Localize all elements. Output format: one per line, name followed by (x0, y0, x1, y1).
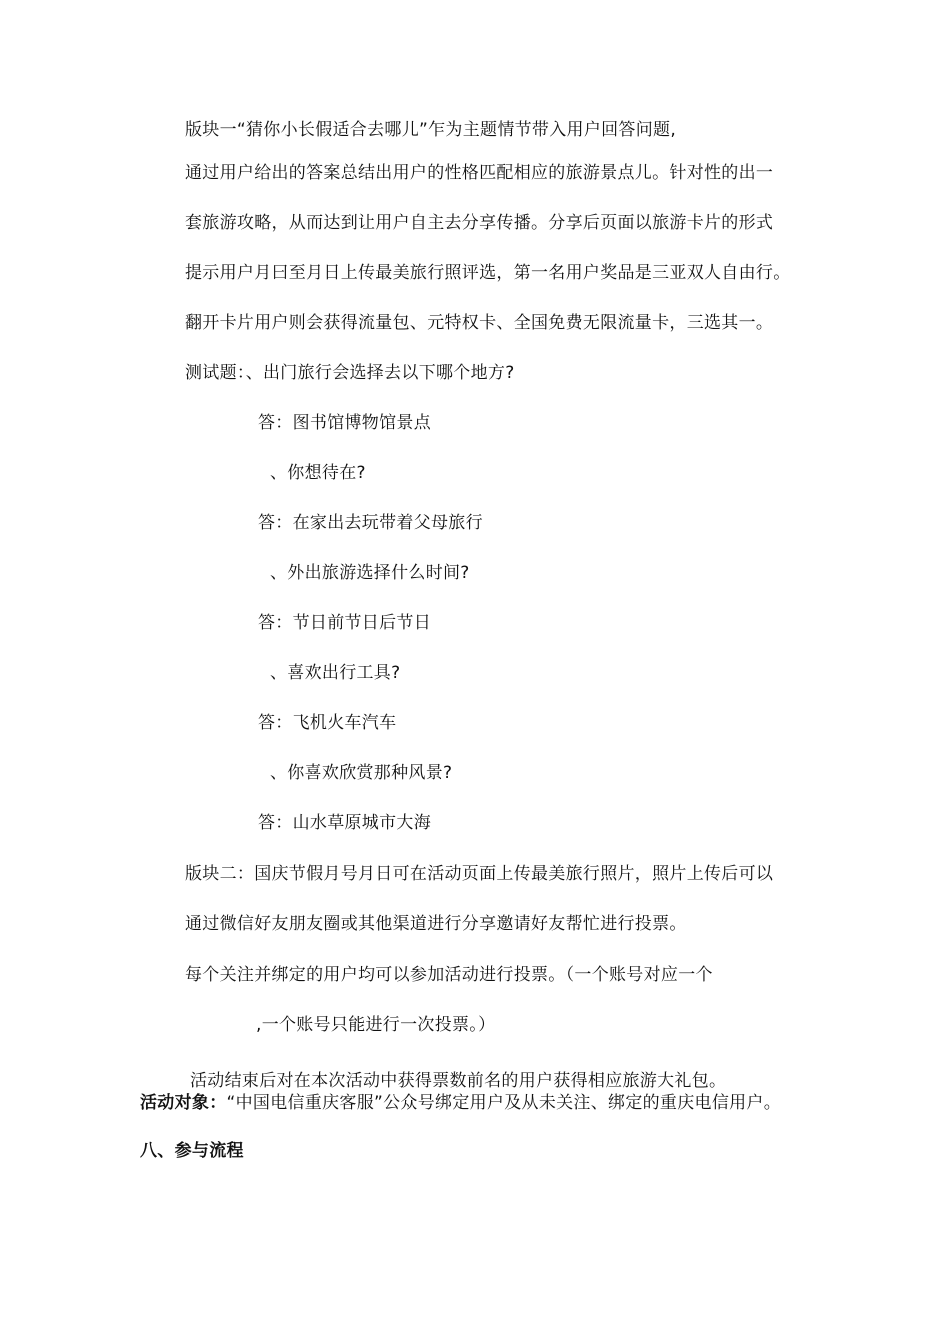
block-two-line-3: 每个关注并绑定的用户均可以参加活动进行投票。（一个账号对应一个 (185, 965, 713, 985)
block-one-line-5: 翻开卡片用户则会获得流量包、元特权卡、全国免费无限流量卡，三选其一。 (185, 313, 774, 333)
quiz-title: 测试题：、出门旅行会选择去以下哪个地方? (185, 363, 515, 383)
quiz-answer-3: 答：节日前节日后节日 (258, 613, 431, 633)
block-two-line-5: 活动结束后对在本次活动中获得票数前名的用户获得相应旅游大礼包。 (190, 1071, 727, 1091)
activity-target (140, 1092, 781, 1114)
quiz-answer-2: 答：在家出去玩带着父母旅行 (258, 513, 483, 533)
block-one-line-2: 通过用户给出的答案总结出用户的性格匹配相应的旅游景点儿。针对性的出一 (185, 163, 774, 183)
quiz-question-3: 、外出旅游选择什么时间? (270, 563, 470, 583)
quiz-question-4: 、喜欢出行工具? (270, 663, 401, 683)
activity-target-text: “中国电信重庆客服”公众号绑定用户及从未关注、绑定的重庆电信用户。 (226, 1093, 782, 1113)
block-one-line-4: 提示用户月曰至月日上传最美旅行照评选，第一名用户奖品是三亚双人自由行。 (185, 263, 791, 283)
block-two-line-1: 版块二：国庆节假月号月日可在活动页面上传最美旅行照片，照片上传后可以 (185, 864, 774, 884)
quiz-answer-5: 答：山水草原城市大海 (258, 813, 431, 833)
block-two-line-2: 通过微信好友朋友圈或其他渠道进行分享邀请好友帮忙进行投票。 (185, 914, 687, 934)
quiz-answer-4: 答：飞机火车汽车 (258, 713, 397, 733)
quiz-answer-1: 答：图书馆博物馆景点 (258, 413, 431, 433)
section-8-heading: 八、参与流程 (140, 1141, 244, 1161)
block-one-line-1: 版块一“猜你小长假适合去哪儿”乍为主题情节带入用户回答问题, (185, 120, 677, 140)
quiz-question-5: 、你喜欢欣赏那种风景? (270, 763, 453, 783)
block-one-line-3: 套旅游攻略，从而达到让用户自主去分享传播。分享后页面以旅游卡片的形式 (185, 213, 774, 233)
block-two-line-4: ,一个账号只能进行一次投票。） (256, 1015, 496, 1035)
quiz-question-2: 、你想待在? (270, 463, 366, 483)
activity-target-label: 活动对象： (140, 1093, 227, 1113)
